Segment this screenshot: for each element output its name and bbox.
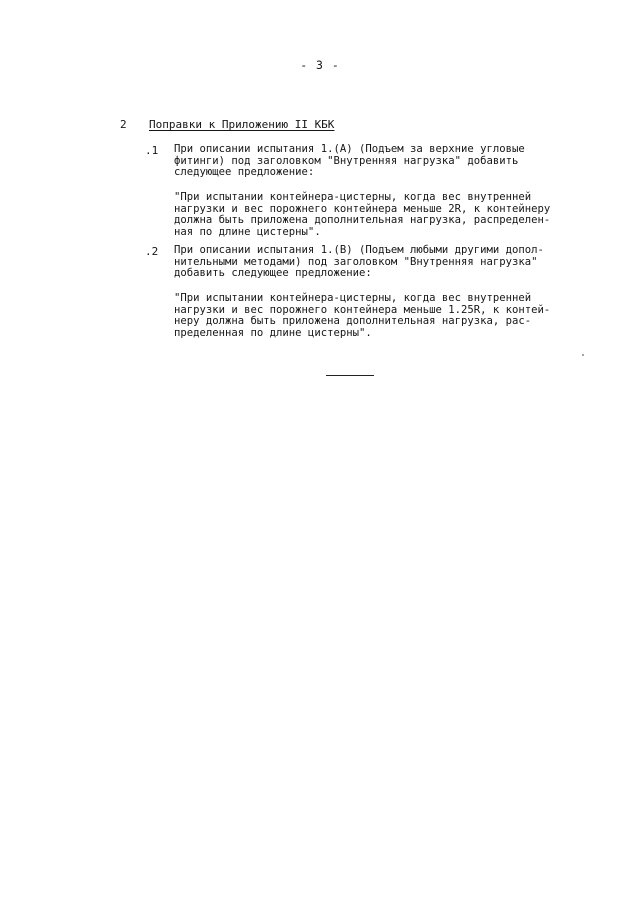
item-number-1: .1: [145, 144, 159, 157]
section-title: Поправки к Приложению II КБК: [149, 118, 335, 131]
item-2-intro: [174, 245, 594, 280]
item-2-quote-line: нагрузки и вес порожнего контейнера меньше 1.25R, к контей-: [174, 303, 551, 316]
item-1-quote: [174, 192, 594, 238]
item-2-intro-line: При описании испытания 1.(B) (Подъем любыми другими допол-: [174, 244, 544, 256]
item-number-2: .2: [145, 245, 159, 258]
item-1-intro-line: следующее предложение:: [174, 166, 315, 179]
item-2-quote-line: неру должна быть приложена дополнительная нагрузка, рас-: [174, 315, 532, 328]
item-2-quote: [174, 293, 594, 339]
end-rule: [326, 375, 374, 376]
item-2-intro-line: нительными методами) под заголовком "Внутренняя нагрузка": [174, 255, 538, 268]
item-2-quote-line: пределенная по длине цистерны".: [174, 326, 372, 339]
item-1-intro-line: При описании испытания 1.(A) (Подъем за верхние угловые: [174, 143, 525, 155]
page-number: - 3 -: [300, 58, 340, 72]
item-1-quote-line: ная по длине цистерны".: [174, 225, 321, 238]
item-1-quote-line: нагрузки и вес порожнего контейнера меньше 2R, к контейнеру: [174, 202, 551, 215]
item-1-intro: [174, 144, 594, 179]
section-number: 2: [120, 118, 127, 131]
item-1-intro-line: фитинги) под заголовком "Внутренняя нагрузка" добавить: [174, 154, 519, 167]
item-1-quote-line: "При испытании контейнера-цистерны, когда вес внутренней: [174, 191, 532, 203]
item-2-intro-line: добавить следующее предложение:: [174, 267, 372, 280]
scan-speck: [582, 354, 584, 356]
item-1-quote-line: должна быть приложена дополнительная нагрузка, распределен-: [174, 214, 551, 227]
item-2-quote-line: "При испытании контейнера-цистерны, когда вес внутренней: [174, 292, 532, 304]
